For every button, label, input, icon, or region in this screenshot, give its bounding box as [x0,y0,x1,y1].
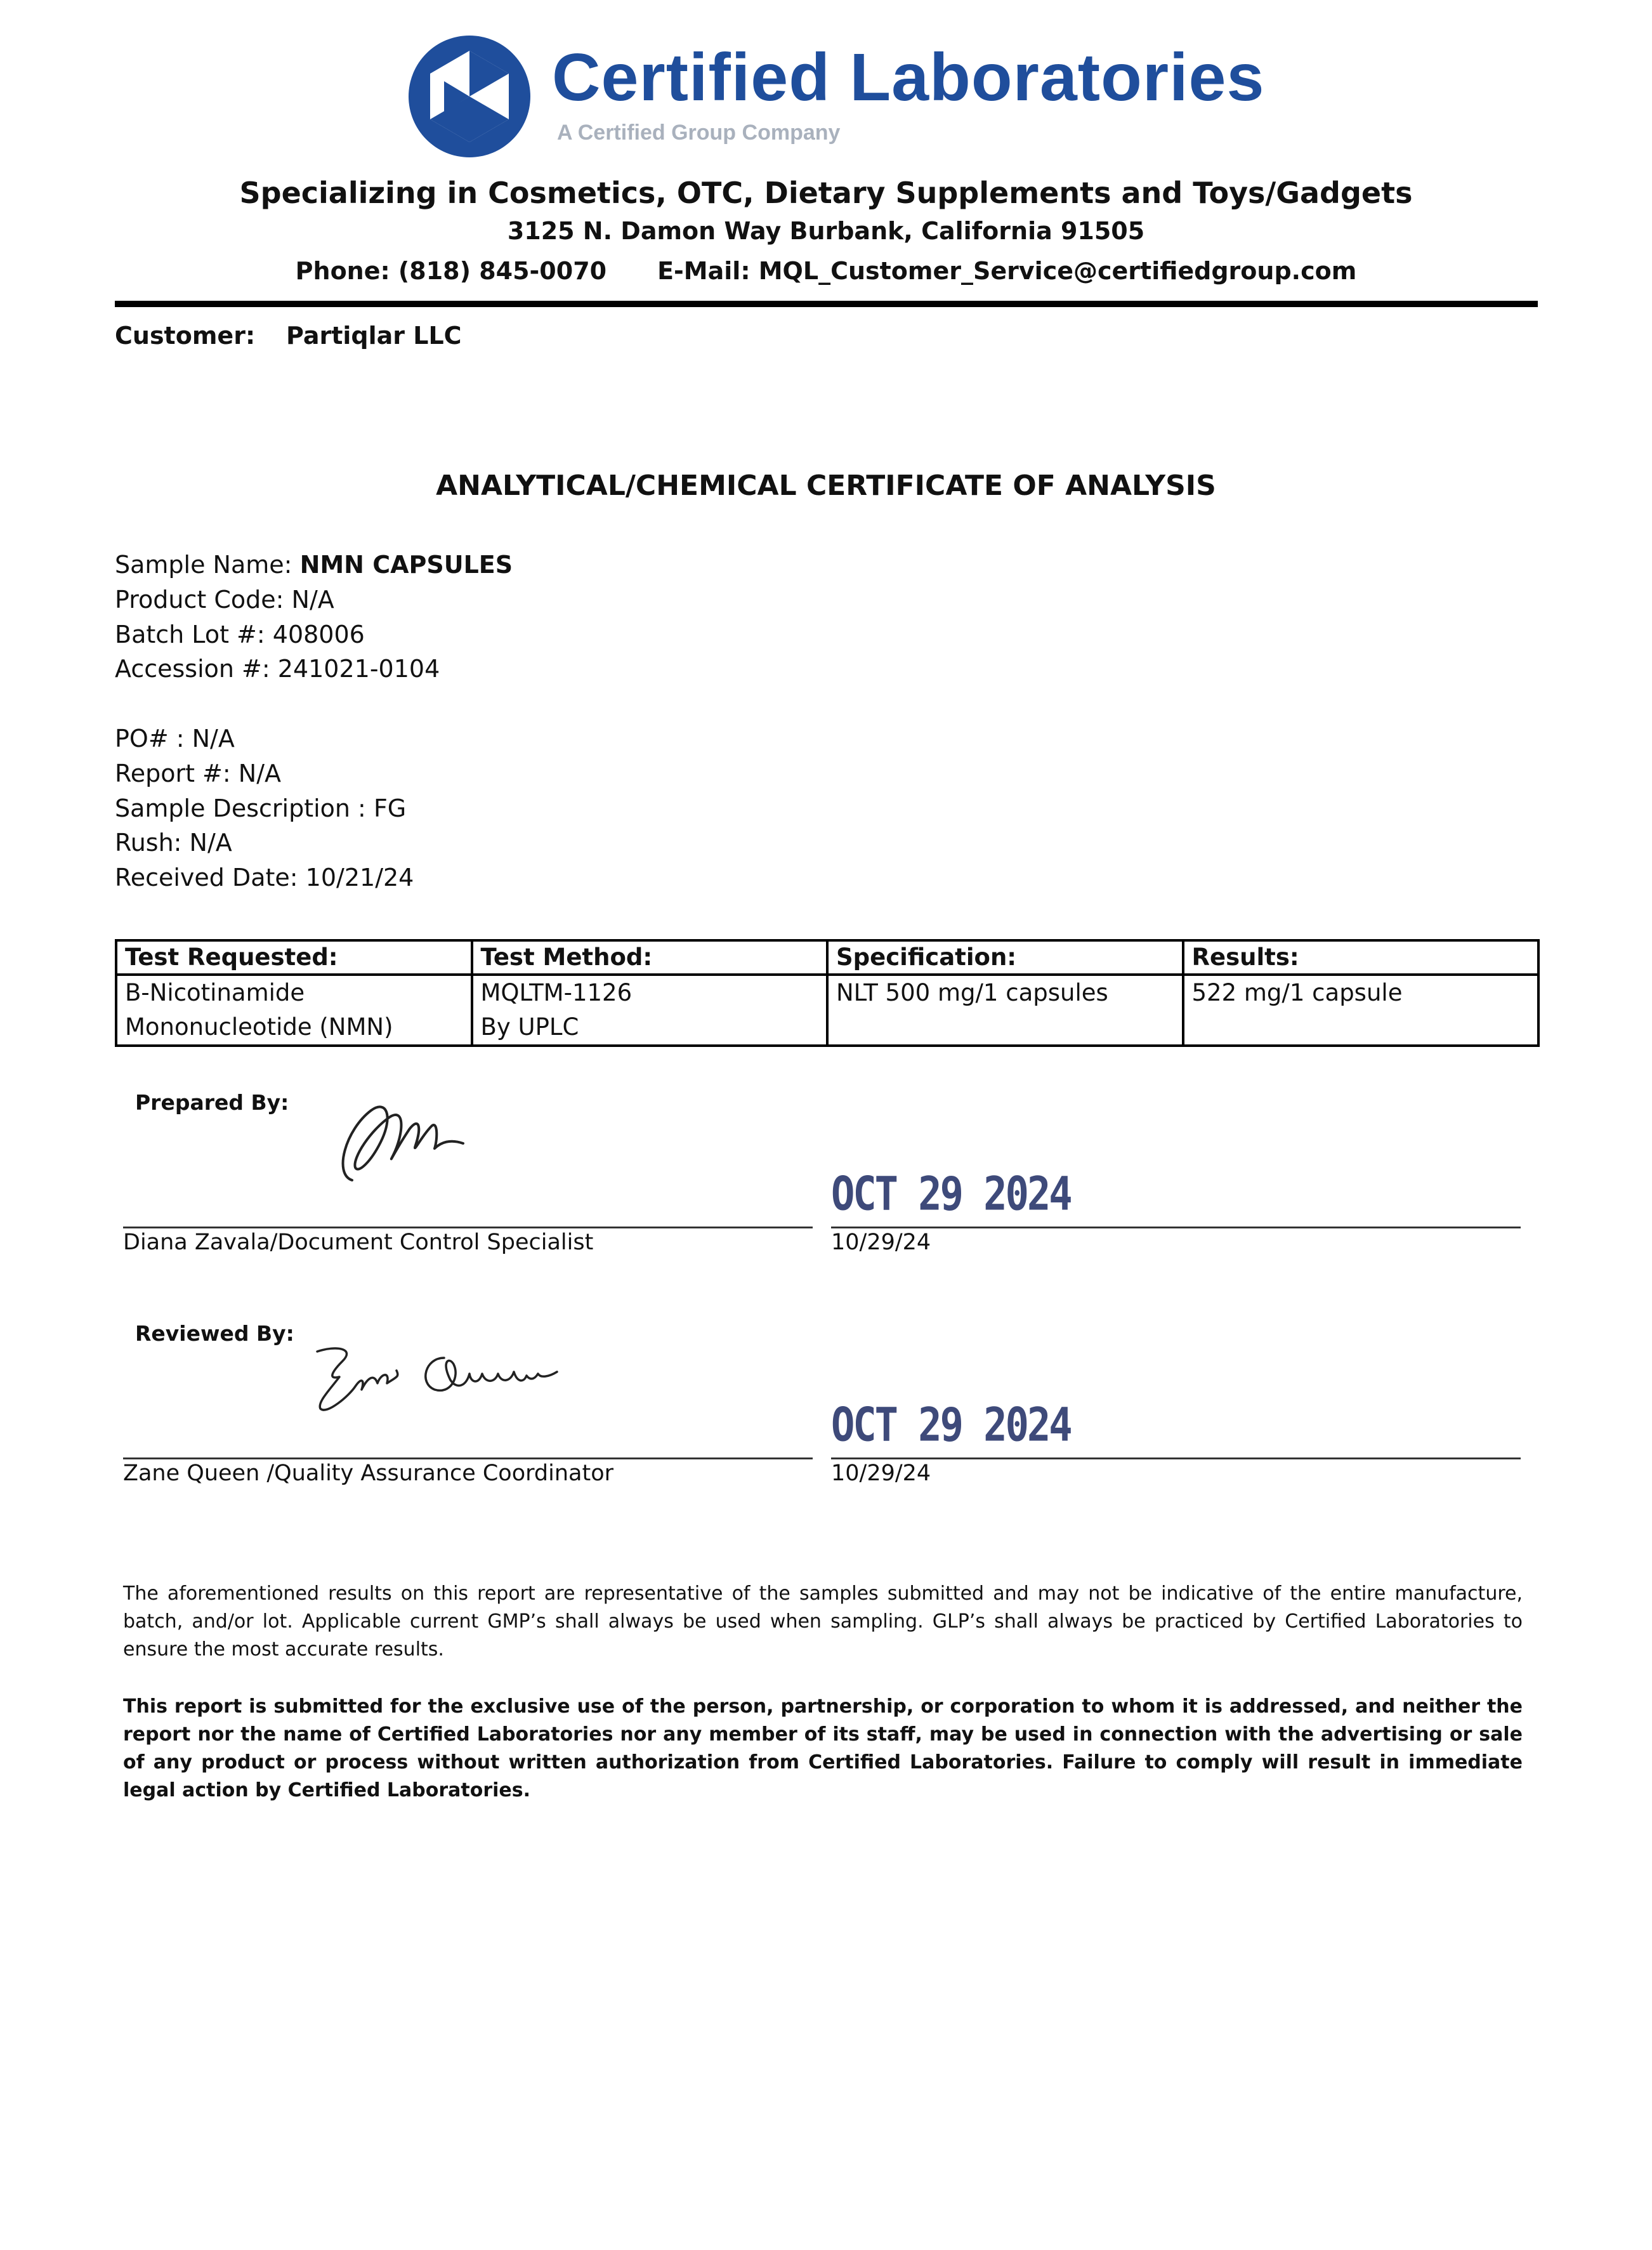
results-table [115,939,1540,1047]
legal-disclaimer: This report is submitted for the exclusive use of the person, partnership, or corporation to whom it is addressed, and neither the report nor the name of Certified Laboratories nor any member of its staff, may be used in connection with the advertising or sale of any product or process without written authorization from Certified Laboratories. Failure to comply will result in immediate legal action by Certified Laboratories. [123,1695,1523,1801]
reviewed-date-line [831,1457,1521,1459]
cell-test-requested [116,975,472,1046]
accession-number: Accession #: 241021-0104 [115,655,440,683]
reviewed-signature-icon [305,1332,584,1421]
cell-test-method [472,975,828,1046]
sample-name-label: Sample Name: [115,551,300,579]
sample-description: Sample Description : FG [115,794,407,822]
general-disclaimer: The aforementioned results on this report are representative of the samples submitted and may not be indicative of the entire manufacture, batch, and/or lot. Applicable current GMP’s shall always be used when sampling. GLP’s shall always be practiced by Certified Laboratories to ensure the most accurate results. [123,1582,1523,1661]
company-email: E-Mail: MQL_Customer_Service@certifiedgroup.com [657,257,1357,285]
test-name-line2: Mononucleotide (NMN) [125,1013,393,1041]
reviewed-signature-line [123,1457,813,1459]
cell-result: 522 mg/1 capsule [1183,975,1539,1046]
table-row [116,975,1538,1046]
prepared-date-stamp: OCT 29 2024 [831,1166,1071,1221]
batch-lot: Batch Lot #: 408006 [115,621,365,648]
product-code: Product Code: N/A [115,586,334,614]
rush: Rush: N/A [115,829,232,857]
prepared-signature-line [123,1227,813,1228]
cell-specification: NLT 500 mg/1 capsules [827,975,1183,1046]
received-date: Received Date: 10/21/24 [115,864,414,891]
po-number: PO# : N/A [115,725,235,753]
reviewed-date: 10/29/24 [831,1461,931,1486]
prepared-signature-icon [327,1091,479,1193]
reviewed-by-name: Zane Queen /Quality Assurance Coordinator [123,1461,614,1486]
method-line1: MQLTM-1126 [480,979,633,1006]
customer-name: Partiqlar LLC [286,322,462,350]
document-title: ANALYTICAL/CHEMICAL CERTIFICATE OF ANALYSIS [436,470,1216,502]
contact-line [0,257,1652,285]
reviewed-by-label: Reviewed By: [135,1321,294,1346]
customer-label: Customer: [115,322,256,350]
company-logo-icon [406,33,533,160]
sample-name-line [115,551,513,579]
prepared-by-name: Diana Zavala/Document Control Specialist [123,1230,594,1255]
company-specialty: Specializing in Cosmetics, OTC, Dietary Supplements and Toys/Gadgets [239,176,1413,210]
company-name: Certified Laboratories [552,40,1265,115]
report-number: Report #: N/A [115,760,281,787]
header-test-method: Test Method: [472,940,828,975]
test-name-line1: B-Nicotinamide [125,979,305,1006]
table-header-row [116,940,1538,975]
header-divider [115,301,1538,307]
header-test-requested: Test Requested: [116,940,472,975]
company-address: 3125 N. Damon Way Burbank, California 91505 [507,217,1145,245]
header-results: Results: [1183,940,1539,975]
reviewed-date-stamp: OCT 29 2024 [831,1397,1071,1452]
method-line2: By UPLC [480,1013,579,1041]
header-specification: Specification: [827,940,1183,975]
prepared-date-line [831,1227,1521,1228]
company-phone: Phone: (818) 845-0070 [295,257,607,285]
prepared-date: 10/29/24 [831,1230,931,1255]
sample-name-value: NMN CAPSULES [299,551,513,579]
company-tagline: A Certified Group Company [557,121,841,145]
prepared-by-label: Prepared By: [135,1090,289,1115]
